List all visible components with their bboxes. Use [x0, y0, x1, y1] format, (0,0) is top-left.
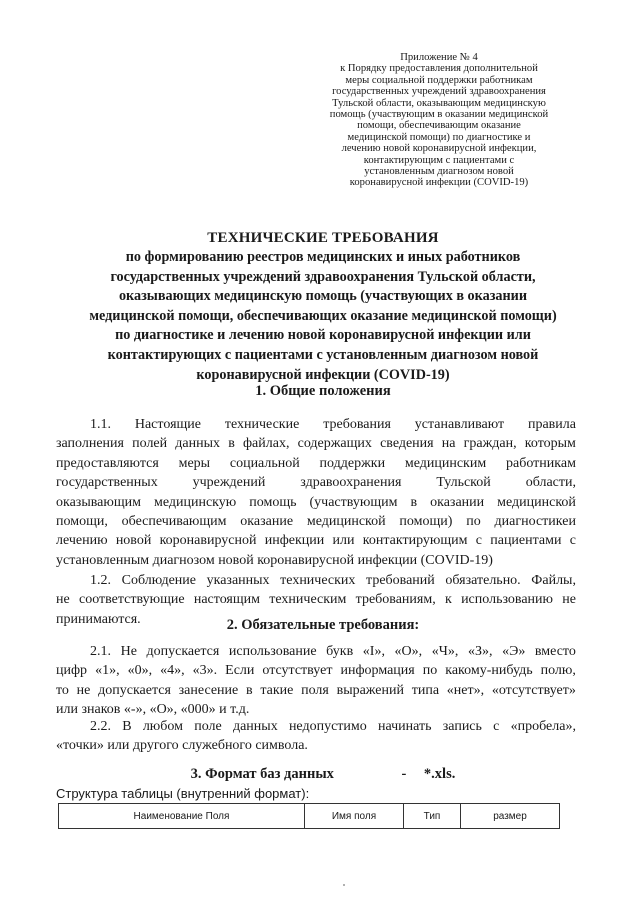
text-span: выражений: [336, 682, 404, 698]
text-span: (участвующим: [309, 494, 398, 510]
text-span: использование: [228, 644, 317, 659]
appendix-line: медицинской помощи) по диагностике и: [347, 131, 531, 143]
title-line: коронавирусной инфекции (COVID-19): [196, 366, 450, 383]
structure-label: Структура таблицы (внутренний формат):: [56, 786, 310, 801]
appendix-line: меры социальной поддержки работникам: [345, 74, 533, 86]
appendix-line: Приложение № 4: [400, 52, 478, 63]
text-line: [56, 415, 576, 434]
paragraph-2-1: [56, 642, 576, 720]
text-span: технических: [280, 573, 356, 588]
text-span: требования: [323, 417, 391, 432]
scan-speck: [343, 884, 345, 886]
text-span: с: [475, 533, 482, 549]
section-3-dash: -: [401, 766, 407, 782]
text-span: «Ч»,: [431, 644, 459, 659]
appendix-line: установленным диагнозом новой: [364, 166, 514, 178]
text-span: любом: [142, 719, 183, 734]
text-line: [56, 434, 576, 453]
text-span: работникам: [506, 455, 576, 471]
text-span: «4»,: [160, 663, 185, 679]
text-span: инфекции: [264, 533, 325, 549]
text-span: букв: [326, 644, 354, 659]
text-span: «Э»: [502, 644, 526, 659]
title-line: контактирующих с пациентами с установленным диагнозом новой: [107, 346, 539, 363]
text-span: «нет»,: [446, 682, 485, 698]
text-span: в: [246, 682, 253, 698]
text-span: коронавирусной: [159, 533, 257, 549]
text-span: в: [410, 494, 418, 510]
text-span: Не: [120, 644, 137, 659]
title-main: ТЕХНИЧЕСКИЕ ТРЕБОВАНИЯ: [207, 230, 439, 246]
text-span: медицинской: [306, 514, 386, 530]
column-header: Наименование Поля: [59, 804, 305, 829]
appendix-header: [300, 52, 578, 189]
text-span: Файлы,: [531, 573, 576, 588]
text-span: допускается: [146, 644, 220, 659]
text-span: помощи,: [56, 514, 108, 530]
appendix-line: лечению новой коронавирусной инфекции,: [341, 143, 537, 155]
text-span: данных: [175, 436, 221, 452]
text-span: социальной: [229, 455, 300, 471]
text-span: занесение: [178, 682, 239, 698]
format-table: [58, 803, 560, 829]
text-span: области,: [525, 475, 576, 491]
text-span: с: [493, 719, 500, 734]
text-span: какому-нибудь: [445, 663, 533, 679]
text-span: настоящим: [193, 592, 261, 608]
appendix-line: к Порядку предоставления дополнительной: [340, 63, 538, 75]
document-title: [56, 228, 590, 385]
appendix-line: государственных учреждений здравоохранения: [332, 86, 546, 98]
text-span: отсутствует: [262, 663, 333, 679]
text-span: с: [569, 533, 576, 549]
text-span: Настоящие: [134, 417, 201, 432]
text-line: [56, 681, 576, 700]
text-line: [56, 661, 576, 680]
column-header: размер: [461, 804, 560, 829]
section-3-title: 3. Формат баз данных: [190, 766, 334, 782]
text-span: заполнения: [56, 436, 124, 452]
text-span: на: [441, 436, 456, 452]
text-span: Тульской: [436, 475, 491, 491]
text-span: помощи): [399, 514, 453, 530]
text-span: обязательно.: [445, 573, 521, 588]
title-line: по формированию реестров медицинских и иных работников: [125, 249, 521, 265]
text-span: 1.1.: [90, 417, 111, 432]
text-span: правила: [527, 417, 576, 432]
title-line: оказывающих медицинскую помощь (участвующих в оказании: [118, 288, 528, 305]
text-span: новой: [115, 533, 152, 549]
text-line: [56, 717, 576, 736]
title-line: медицинской помощи, обеспечивающих оказание медицинской помощи): [89, 307, 557, 324]
title-subtitle: [56, 248, 590, 385]
text-span: сведения: [380, 436, 434, 452]
title-line: по диагностике и лечению новой коронавирусной инфекции или: [115, 327, 531, 344]
text-span: государственных: [56, 475, 158, 491]
text-line: [56, 642, 576, 661]
text-span: предоставляются: [56, 455, 159, 471]
text-span: оказывающим: [56, 494, 141, 510]
text-line: «точки» или другого служебного символа.: [56, 738, 308, 754]
text-span: технические: [224, 417, 300, 432]
text-span: «отсутствует»: [491, 682, 576, 698]
text-span: «пробела»,: [510, 719, 576, 734]
text-span: устанавливают: [414, 417, 505, 432]
section-3-heading: [56, 766, 590, 783]
text-span: типа: [411, 682, 440, 698]
text-span: «3».: [192, 663, 218, 679]
text-span: пациентами: [490, 533, 562, 549]
text-span: 2.2.: [90, 719, 111, 734]
text-span: Соблюдение: [121, 573, 196, 588]
text-span: медицинским: [404, 455, 487, 471]
text-span: «0»,: [127, 663, 153, 679]
text-span: поле: [194, 719, 222, 734]
text-span: лечению: [56, 533, 108, 549]
text-span: 2.1.: [90, 644, 111, 659]
column-header: Тип: [404, 804, 461, 829]
text-span: такие: [260, 682, 294, 698]
text-span: в: [228, 436, 235, 452]
paragraph-1-1: [56, 415, 576, 570]
text-span: здравоохранения: [300, 475, 402, 491]
text-span: запись: [442, 719, 482, 734]
text-span: граждан,: [463, 436, 517, 452]
text-line: [56, 473, 576, 492]
text-span: к: [444, 592, 452, 608]
text-span: требований: [366, 573, 435, 588]
text-span: меры: [178, 455, 211, 471]
text-span: медицинскую: [153, 494, 237, 510]
text-span: «О»,: [394, 644, 423, 659]
appendix-line: помощь (участвующим в оказании медицинской: [329, 109, 549, 121]
text-line: установленным диагнозом новой коронавирусной инфекции (COVID-19): [56, 552, 493, 568]
text-span: по: [422, 663, 438, 679]
text-span: начинать: [378, 719, 432, 734]
title-line: государственных учреждений здравоохранения Тульской области,: [110, 268, 536, 285]
appendix-line: Тульской области, оказывающим медицинскую: [332, 97, 546, 109]
text-span: поддержки: [319, 455, 386, 471]
text-span: Если: [225, 663, 255, 679]
text-span: использованию: [461, 592, 553, 608]
text-span: не: [562, 592, 576, 608]
text-span: «І»,: [362, 644, 385, 659]
text-span: оказание: [240, 514, 294, 530]
text-span: «1»,: [95, 663, 120, 679]
text-span: обеспечивающим: [121, 514, 227, 530]
text-line: или знаков «-», «О», «000» и т.д.: [56, 702, 250, 718]
text-span: допускается: [98, 682, 171, 698]
text-span: помощь: [249, 494, 297, 510]
section-2-heading: 2. Обязательные требования:: [226, 617, 420, 633]
section-3-format: *.xls.: [423, 766, 456, 782]
paragraph-2-2: [56, 717, 576, 756]
table-header-row: [59, 804, 560, 829]
text-span: медицинской: [497, 494, 576, 510]
text-line: [56, 571, 576, 590]
text-span: содержащих: [297, 436, 372, 452]
appendix-line: коронавирусной инфекции (COVID-19): [349, 177, 529, 189]
text-span: В: [122, 719, 132, 734]
text-span: файлах,: [242, 436, 290, 452]
text-span: учреждений: [192, 475, 266, 491]
text-span: поля: [301, 682, 329, 698]
text-span: диагностикеи: [494, 514, 576, 530]
appendix-line: контактирующим с пациентами с: [363, 154, 515, 166]
text-span: полю,: [540, 663, 576, 679]
text-span: информация: [340, 663, 415, 679]
text-span: оказании: [430, 494, 485, 510]
text-line: [56, 493, 576, 512]
text-span: вместо: [534, 644, 576, 659]
text-span: указанных: [206, 573, 270, 588]
appendix-line: помощи, обеспечивающим оказание: [357, 120, 521, 132]
text-span: не: [56, 592, 70, 608]
text-span: полей: [132, 436, 168, 452]
text-span: цифр: [56, 663, 88, 679]
text-span: 1.2.: [90, 573, 111, 588]
text-span: требованиям,: [355, 592, 436, 608]
text-span: техническим: [269, 592, 347, 608]
text-line: [56, 512, 576, 531]
text-line: [56, 531, 576, 550]
text-line: принимаются.: [56, 611, 141, 627]
text-span: «З»,: [467, 644, 493, 659]
text-span: не: [76, 682, 91, 698]
text-line: [56, 454, 576, 473]
text-span: данных: [232, 719, 278, 734]
text-span: недопустимо: [288, 719, 367, 734]
text-span: то: [56, 682, 69, 698]
text-span: соответствующие: [78, 592, 185, 608]
text-span: контактирующим: [362, 533, 468, 549]
section-1-heading: 1. Общие положения: [255, 383, 391, 399]
text-span: которым: [524, 436, 576, 452]
column-header: Имя поля: [305, 804, 404, 829]
text-span: или: [332, 533, 355, 549]
text-span: по: [466, 514, 481, 530]
text-line: [56, 590, 576, 609]
